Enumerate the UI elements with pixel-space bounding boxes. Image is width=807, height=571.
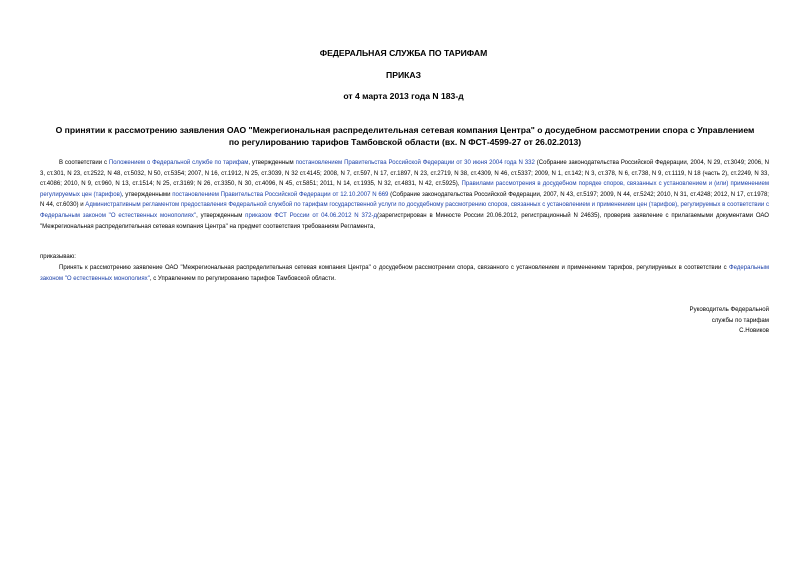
title-line-2: по регулированию тарифов Тамбовской области (вх. N ФСТ-4599-27 от 26.02.2013) [228, 137, 582, 147]
preamble-text-1: В соответствии с [59, 160, 109, 166]
preamble-text-5: (Собрание законодательства Российской Федерации, 2007, N 43, ст.5197; 2009, N 44, ст.5242; 2010, N 31, ст.4248; 2012, N 17, ст.1978; N 44, ст.6030) и [40, 191, 769, 209]
decision-text-2: , с Управлением по регулированию тарифов Тамбовской области. [149, 275, 336, 282]
signature-block [609, 305, 769, 337]
link-dispute-rules[interactable]: Правилами рассмотрения в досудебном порядке споров, связанных с установлением и (или) применением регулируемых цен (тарифов) [40, 181, 769, 198]
preamble-text-6: , утвержденным [196, 212, 246, 219]
preamble-text-7: (зарегистрирован в Минюсте России 20.06.2012, регистрационный N 24635), проверив заявление с прилагаемыми документами ОАО "Межрегиональная распределительная сетевая компания Центра" на предмет соответствия требованиям Регламента, [40, 212, 769, 230]
order-word: приказываю: [40, 254, 76, 260]
link-natural-monopolies-law[interactable]: Федеральным законом "О естественных монополиях" [40, 265, 769, 282]
date-number-heading: от 4 марта 2013 года N 183-д [343, 91, 464, 101]
link-fst-regulation[interactable]: Положением о Федеральной службе по тарифам [108, 160, 249, 166]
agency-heading: ФЕДЕРАЛЬНАЯ СЛУЖБА ПО ТАРИФАМ [319, 48, 488, 58]
link-administrative-regulation[interactable]: Административным регламентом предоставления Федеральной службой по тарифам государственной услуги по досудебному рассмотрению споров, связанных с установлением и применением цен (тарифов), регулируемых в соответствии с Федеральным законом "О естественных монополиях" [40, 202, 770, 219]
preamble-paragraph [40, 158, 769, 232]
signature-position-line-1: Руководитель Федеральной [689, 306, 769, 313]
preamble-text-3: (Собрание законодательства Российской Федерации, 2004, N 29, ст.3049; 2006, N 3, ст.301, N 23, ст.2522, N 48, ст.5032, N 50, ст.5354; 2007, N 16, ст.1912, N 25, ст.3039, N 32 ст.4145; 2008, N 7, ст.597, N 17, ст.1897, N 23, ст.2719, N 38, ст.4309, N 46, ст.5337; 2009, N 1, ст.142; N 3, ст.378, N 6, ст.738, N 9, ст.1119, N 18 (часть 2), ст.2249, N 33, ст.4086; 2010, N 9, ст.960, N 13, ст.1514; N 25, ст.3169; N 26, ст.3350, N 30, ст.4096, N 45, ст.5851; 2011, N 14, ст.1935, N 32, ст.4831, N 42, ст.5925), [40, 160, 769, 188]
signature-position-line-2: службы по тарифам [711, 316, 769, 324]
link-government-decree-669[interactable]: постановлением Правительства Российской Федерации от 12.10.2007 N 669 [172, 191, 389, 198]
link-government-decree-332[interactable]: постановлением Правительства Российской Федерации от 30 июня 2004 года N 332 [295, 160, 535, 166]
document-title [40, 124, 770, 148]
preamble-text-2: , утвержденным [248, 160, 296, 166]
doc-type-heading: ПРИКАЗ [386, 70, 421, 80]
title-line-1: О принятии к рассмотрению заявления ОАО "Межрегиональная распределительная сетевая компания Центра" о досудебном рассмотрении спора с Управлением [55, 125, 755, 135]
decision-text-1: Принять к рассмотрению заявление ОАО "Межрегиональная распределительная сетевая компания Центра" о досудебном рассмотрении спора, связанного с установлением и применением тарифов, регулируемых в соответствии с [59, 265, 730, 271]
link-fst-order-372[interactable]: приказом ФСТ России от 04.06.2012 N 372-д [245, 212, 378, 219]
decision-paragraph [40, 263, 769, 284]
preamble-text-4: , утвержденными [121, 191, 173, 198]
signature-name: С.Новиков [739, 327, 769, 335]
